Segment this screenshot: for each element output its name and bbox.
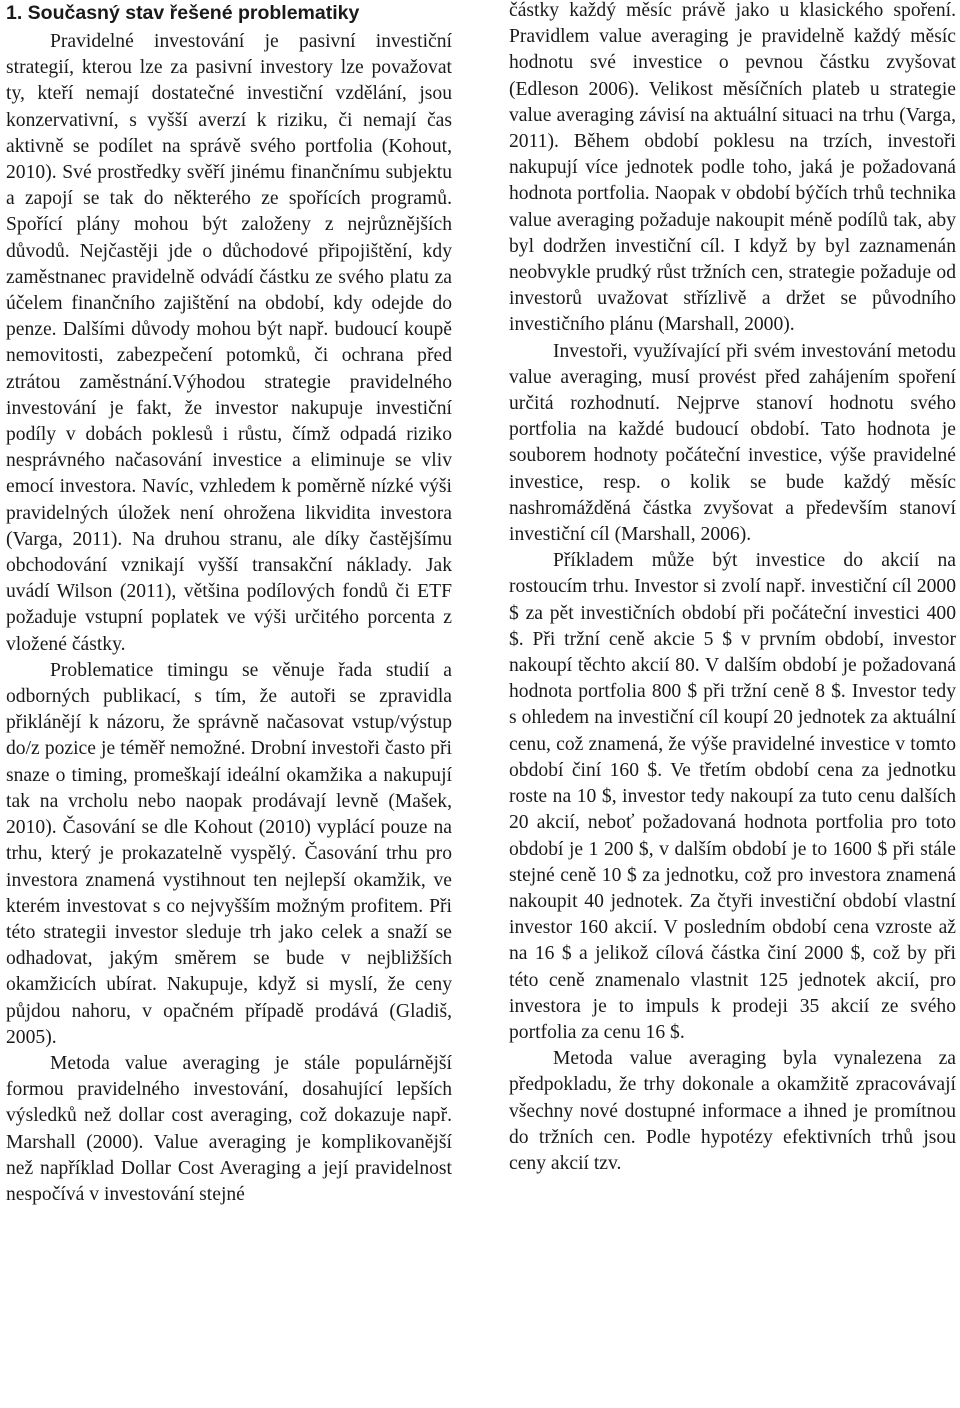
right-column — [509, 0, 956, 1177]
section-heading: 1. Současný stav řešené problematiky — [6, 2, 360, 24]
paragraph: Metoda value averaging je stále populárnější formou pravidelného investování, dosahující lepších výsledků než dollar cost averaging, což dokazuje např. Marshall (2000). Value averaging je komplikovanější než například Dollar Cost Averaging a její pravidelnost nespočívá v investování stejné — [6, 1052, 452, 1205]
paragraph: Problematice timingu se věnuje řada studií a odborných publikací, s tím, že autoři se zpravidla přiklánějí k názoru, že správně načasovat vstup/výstup do/z pozice je téměř nemožné. Drobní investoři často při snaze o timing, promeškají ideální okamžika a nakupují tak na vrcholu nebo naopak prodávají levně (Mašek, 2010). Časování se dle Kohout (2010) vyplácí pouze na trhu, který je prokazatelně vyspělý. Časování trhu pro investora znamená vystihnout ten nejlepší okamžik, ve kterém investovat s co nejvyšším možným profitem. Při této strategii investor sleduje trh jako celek a snaží se odhadovat, jakým směrem se bude v nejbližších okamžicích ubírat. Nakupuje, když si myslí, že ceny půjdou nahoru, v opačném případě prodává (Gladiš, 2005). — [6, 659, 452, 1048]
paragraph: Pravidelné investování je pasivní investiční strategií, kterou lze za pasivní investory lze považovat ty, kteří nemají dostatečné investiční vzdělání, jsou konzervativní, s vyšší averzí k riziku, či nemají čas aktivně se podílet na správě svého portfolia (Kohout, 2010). Své prostředky svěří jinému finančnímu subjektu a zapojí se tak do některého ze spořících programů. Spořící plány mohou být založeny z nejrůznějších důvodů. Nejčastěji jde o důchodové připojištění, kdy zaměstnanec pravidelně odvádí částku ze svého platu za účelem finančního zajištění na období, kdy odejde do penze. Dalšími důvody mohou být např. budoucí koupě nemovitosti, zabezpečení potomků, či ochrana před ztrátou zaměstnání.Výhodou strategie pravidelného investování je fakt, že investor nakupuje investiční podíly v dobách poklesů i růstu, čímž odpadá riziko nesprávného načasování investice a eliminuje se vliv emocí investora. Navíc, vzhledem k poměrně nízké výši pravidelných úložek není ohrožena likvidita investora (Varga, 2011). Na druhou stranu, ale díky častějšímu obchodování vznikají vyšší transakční náklady. Jak uvádí Wilson (2011), většina podílových fondů či ETF požaduje vstupní poplatek ve výši určitého porcenta z vložené částky. — [6, 31, 452, 655]
paragraph: Investoři, využívající při svém investování metodu value averaging, musí provést před zahájením spoření určitá rozhodnutí. Nejprve stanoví hodnotu svého portfolia na každé budoucí období. Tato hodnota je souborem hodnoty počáteční investice, výše pravidelné investice, resp. o kolik se bude každý měsíc nashromážděná částka zvyšovat a především stanoví investiční cíl (Marshall, 2006). — [509, 340, 956, 546]
paragraph: Metoda value averaging byla vynalezena za předpokladu, že trhy dokonale a okamžitě zpracovávají všechny nové dostupné informace a ihned je promítnou do tržních cen. Podle hypotézy efektivních trhů jsou ceny akcií tzv. — [509, 1048, 956, 1174]
left-column — [6, 0, 452, 1208]
paragraph: částky každý měsíc právě jako u klasického spoření. Pravidlem value averaging je pravidelně každý měsíc hodnotu své investice o pevnou částku zvyšovat (Edleson 2006). Velikost měsíčních plateb u strategie value averaging závisí na aktuální situaci na trhu (Varga, 2011). Během období poklesu na trzích, investoři nakupují více jednotek podle toho, jaká je požadovaná hodnota portfolia. Naopak v období býčích trhů technika value averaging požaduje nakoupit méně podílů tak, aby byl dodržen investiční cíl. I když by byl zaznamenán neobvykle prudký růst tržních cen, strategie požaduje od investorů uvažovat střízlivě a držet se původního investičního plánu (Marshall, 2000). — [509, 0, 956, 336]
paragraph: Příkladem může být investice do akcií na rostoucím trhu. Investor si zvolí např. investiční cíl 2000 $ za pět investičních období při počáteční investici 400 $. Při tržní ceně akcie 5 $ v prvním období, investor nakoupí těchto akcií 80. V dalším období je požadovaná hodnota portfolia 800 $ při tržní ceně 8 $. Investor tedy s ohledem na investiční cíl koupí 20 jednotek za aktuální cenu, což znamená, že výše pravidelné investice v tomto období činí 160 $. Ve třetím období cena za jednotku roste na 10 $, investor tedy nakoupí za tuto cenu dalších 20 akcií, neboť požadovaná hodnota portfolia pro toto období je 1 200 $, v dalším období je to 1600 $ při stále stejné ceně 10 $ za jednotku, což pro investora znamená nakoupit 40 jednotek. Za čtyři investiční období vlastní investor 160 akcií. V posledním období cena vzroste až na 16 $ a jelikož cílová částka činí 2000 $, což by při této ceně znamenalo vlastnit 125 jednotek akcií, pro investora je to impuls k prodeji 35 akcií ze svého portfolia za cenu 16 $. — [509, 550, 956, 1043]
